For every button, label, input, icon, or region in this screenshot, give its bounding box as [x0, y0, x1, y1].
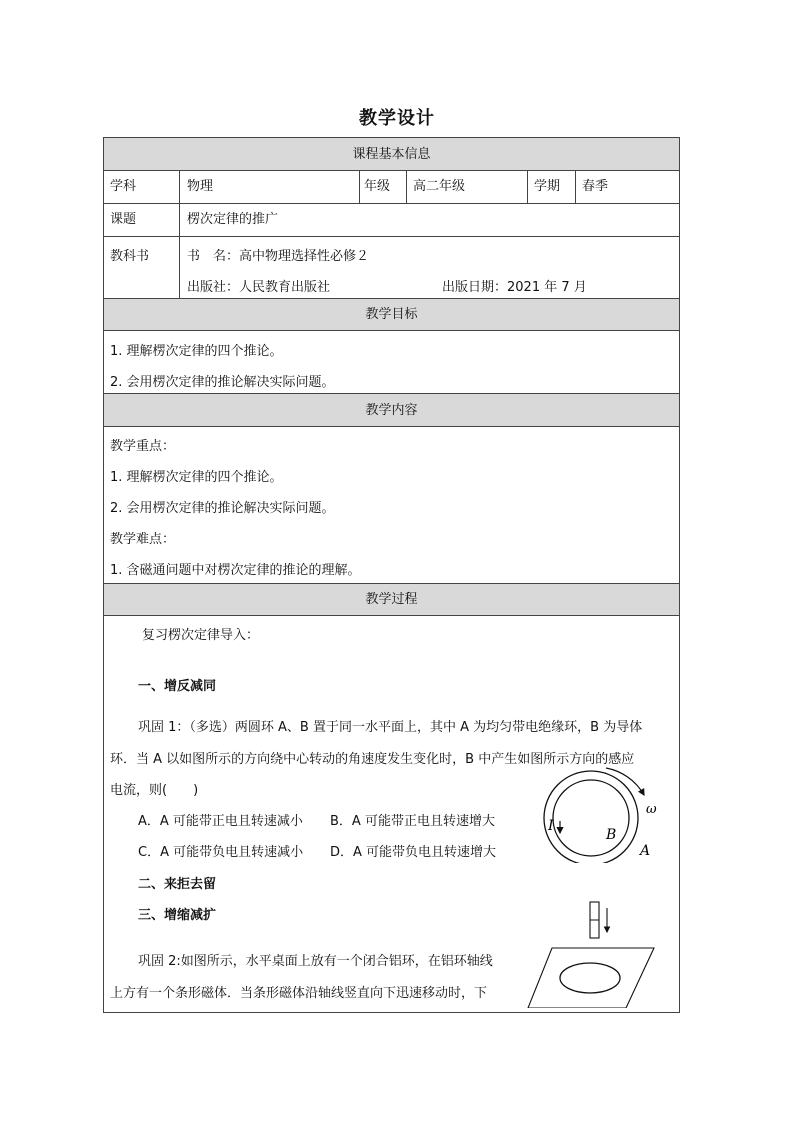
grade-value: 高二年级	[413, 179, 466, 194]
rings-figure	[536, 763, 666, 863]
question-1-line: 环．当 A 以如图所示的方向绕中心转动的角速度发生变化时，B 中产生如图所示方向的感应	[110, 752, 635, 767]
basic-info-header	[104, 138, 679, 171]
difficulty-label: 教学难点：	[110, 532, 176, 547]
goals-header-text: 教学目标	[365, 307, 418, 322]
basic-info-header-text: 课程基本信息	[352, 147, 431, 162]
content-body	[104, 427, 679, 584]
content-header	[104, 394, 679, 427]
section-heading: 二、来拒去留	[138, 877, 217, 892]
magnet-ring-figure	[526, 898, 676, 1008]
rotation-arrow	[606, 768, 644, 795]
textbook-row	[104, 237, 679, 299]
key-point-item: 1. 理解楞次定律的四个推论。	[110, 470, 283, 485]
grade-label: 年级	[364, 179, 391, 194]
subject-value: 物理	[187, 179, 214, 194]
goals-body	[104, 331, 679, 394]
goal-item: 1. 理解楞次定律的四个推论。	[110, 344, 283, 359]
option-b: B．A 可能带正电且转速增大	[330, 814, 495, 829]
option-c: C．A 可能带负电且转速减小	[138, 845, 304, 860]
omega-label: ω	[646, 802, 657, 817]
document-title: 教学设计	[359, 108, 435, 129]
question-1-line: 电流，则( )	[110, 783, 199, 798]
question-1-line: 巩固 1：（多选）两圆环 A、B 置于同一水平面上，其中 A 为均匀带电绝缘环，B 为导体	[138, 720, 643, 735]
goals-header	[104, 299, 679, 331]
publisher: 出版社：人民教育出版社	[187, 280, 331, 295]
question-2-line: 巩固 2:如图所示，水平桌面上放有一个闭合铝环，在铝环轴线	[138, 954, 493, 969]
goal-item: 2. 会用楞次定律的推论解决实际问题。	[110, 375, 335, 390]
key-points-label: 教学重点：	[110, 439, 176, 454]
aluminum-ring	[560, 963, 620, 993]
table-surface	[528, 948, 654, 1008]
topic-label: 课题	[110, 212, 137, 227]
subject-row	[104, 171, 679, 204]
term-value: 春季	[582, 179, 609, 194]
key-point-item: 2. 会用楞次定律的推论解决实际问题。	[110, 501, 335, 516]
ring-b-label: B	[606, 827, 617, 843]
section-heading: 三、增缩减扩	[138, 908, 217, 923]
process-intro: 复习楞次定律导入：	[142, 628, 260, 643]
question-2-line: 上方有一个条形磁体．当条形磁体沿轴线竖直向下迅速移动时，下	[110, 986, 488, 1001]
topic-row	[104, 204, 679, 237]
process-header	[104, 584, 679, 616]
section-heading: 一、增反减同	[138, 679, 217, 694]
lesson-plan-table	[103, 137, 680, 1013]
ring-a-label: A	[640, 843, 651, 859]
outer-ring	[544, 771, 638, 863]
current-label: I	[548, 818, 554, 834]
publish-date: 出版日期：2021 年 7 月	[442, 280, 587, 295]
subject-label: 学科	[110, 179, 137, 194]
content-header-text: 教学内容	[365, 403, 418, 418]
inner-ring	[553, 780, 629, 856]
textbook-name: 书 名：高中物理选择性必修２	[187, 249, 370, 264]
topic-value: 楞次定律的推广	[187, 212, 279, 227]
difficulty-item: 1. 含磁通问题中对楞次定律的推论的理解。	[110, 563, 361, 578]
option-d: D．A 可能带负电且转速增大	[330, 845, 497, 860]
process-header-text: 教学过程	[365, 592, 418, 607]
option-a: A．A 可能带正电且转速减小	[138, 814, 303, 829]
textbook-label: 教科书	[110, 249, 150, 264]
term-label: 学期	[534, 179, 561, 194]
